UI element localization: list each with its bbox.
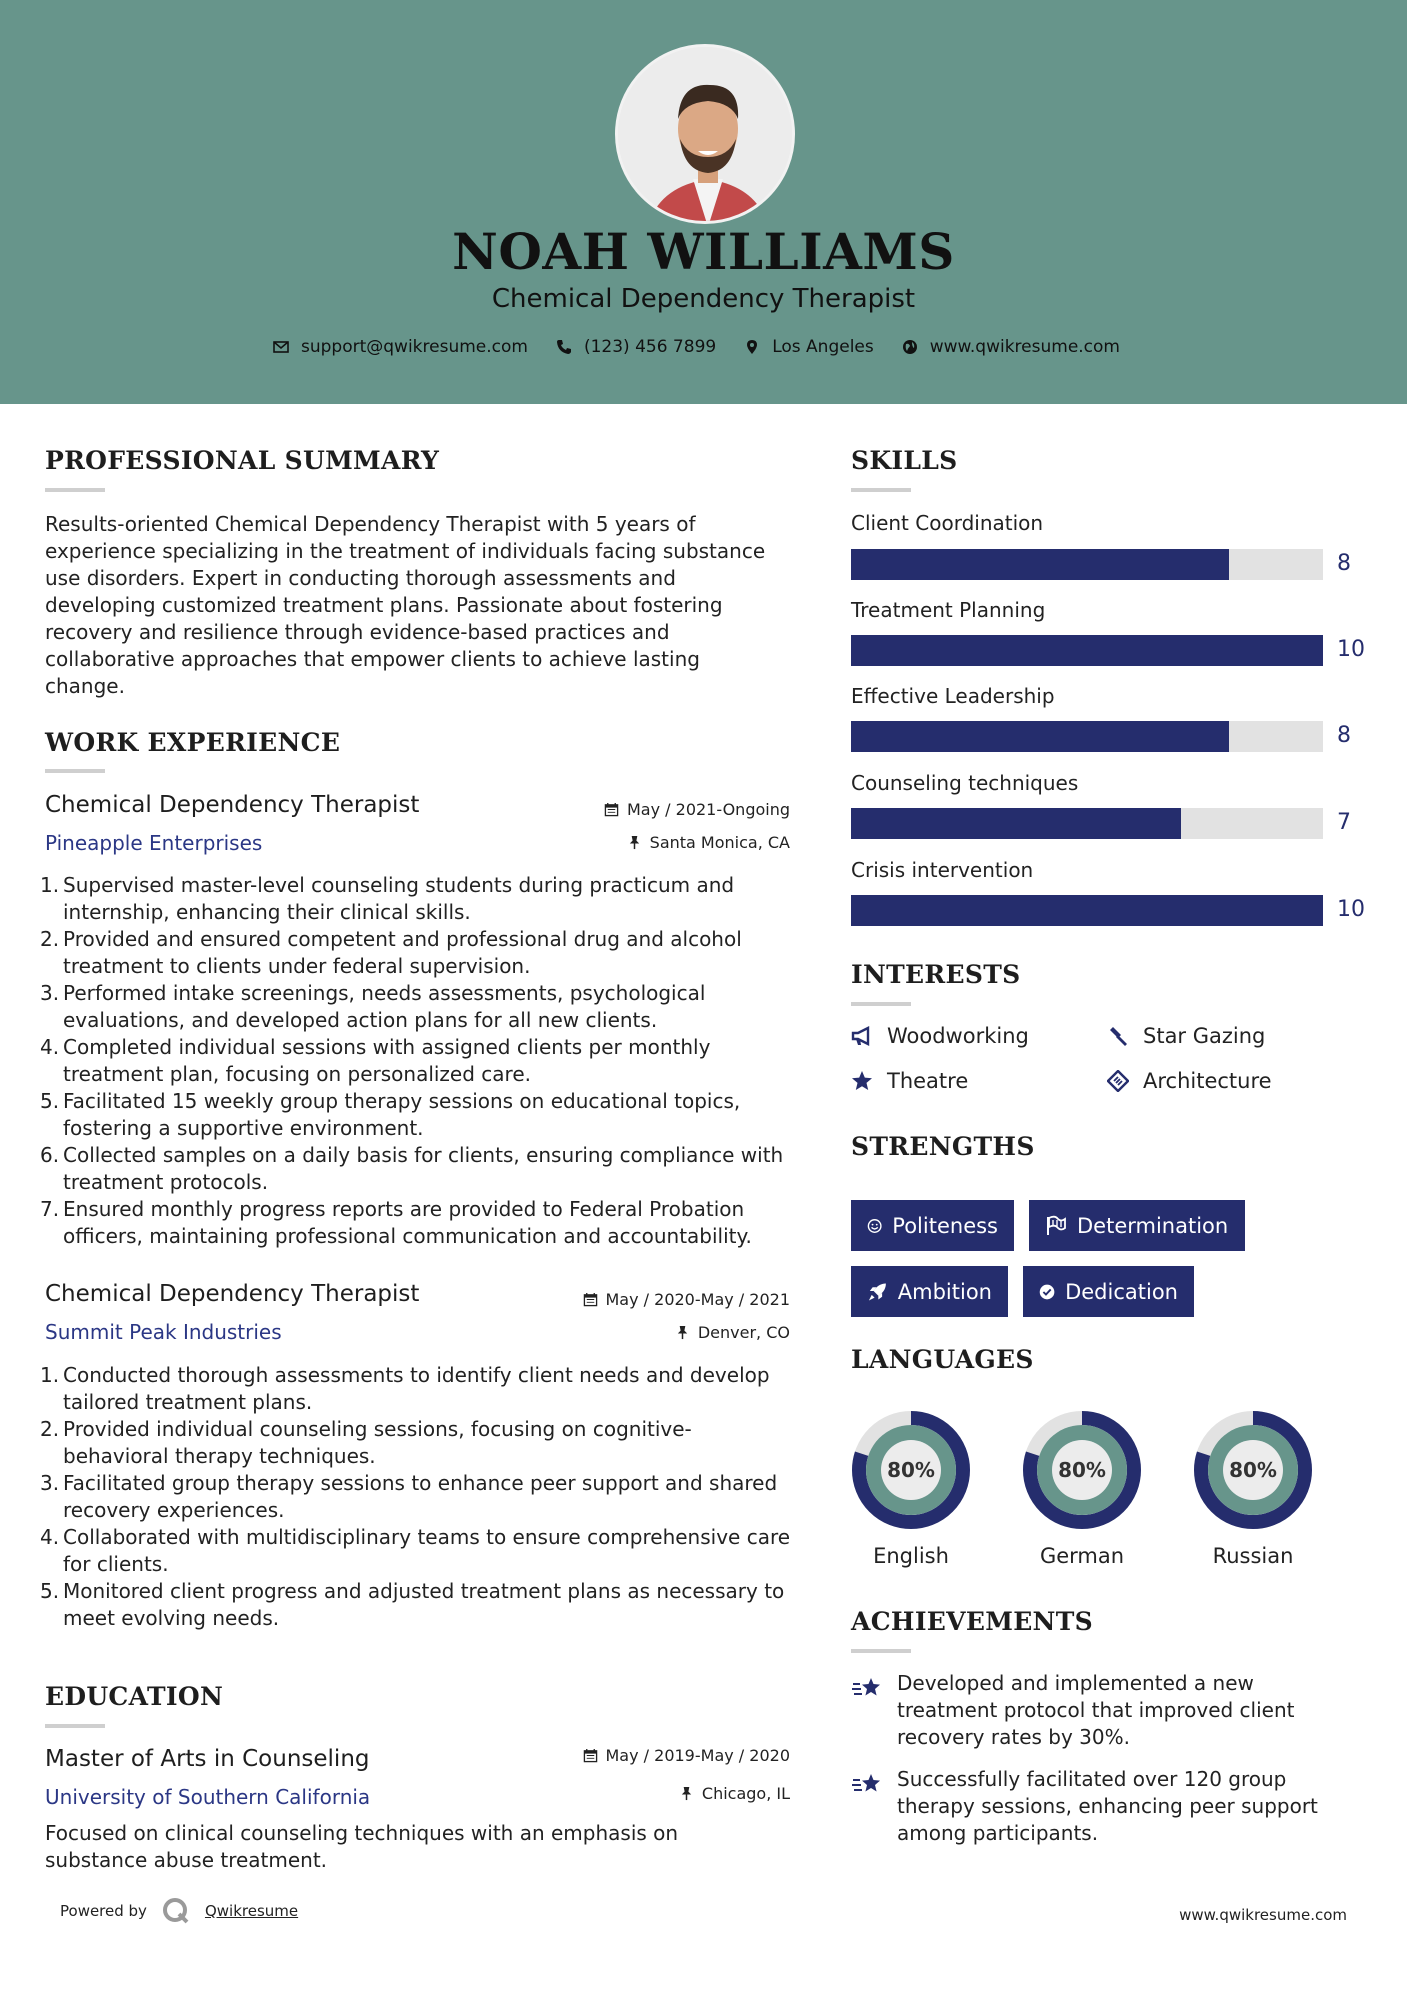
skill-3-bar — [851, 721, 1323, 752]
job-2-duties — [40, 1362, 795, 1632]
strength-label: Determination — [1077, 1213, 1229, 1238]
candidate-title: Chemical Dependency Therapist — [491, 284, 916, 314]
job-1-duties — [40, 872, 795, 1250]
job-2-company: Summit Peak Industries — [45, 1320, 282, 1344]
list-item: 2. Provided individual counseling sessions, focusing on cognitive-behavioral therapy techniques. — [40, 1417, 692, 1468]
candidate-name: NOAH WILLIAMS — [452, 222, 955, 281]
strength-label: Dedication — [1065, 1279, 1178, 1304]
contact-phone-text: (123) 456 7899 — [583, 337, 717, 357]
education-location — [480, 1784, 790, 1803]
megaphone-icon — [851, 1025, 873, 1047]
skill-1-label: Client Coordination — [851, 511, 1044, 535]
list-item: 1. Conducted thorough assessments to identify client needs and develop tailored treatment plans. — [40, 1363, 770, 1414]
skill-2-bar — [851, 635, 1323, 666]
diamond-ruler-icon — [1107, 1070, 1129, 1092]
list-item: 5. Monitored client progress and adjusted treatment plans as necessary to meet evolving needs. — [40, 1579, 785, 1630]
profile-photo — [615, 44, 795, 224]
education-dates-text: May / 2019-May / 2020 — [605, 1746, 790, 1765]
skill-2-value: 10 — [1337, 637, 1365, 662]
strength-determination — [1029, 1200, 1245, 1251]
phone-icon — [556, 339, 572, 355]
job-2-location — [480, 1323, 790, 1342]
rocket-icon — [867, 1281, 888, 1303]
pushpin-icon — [627, 835, 642, 850]
education-underline — [45, 1724, 105, 1728]
job-2-dates — [480, 1290, 790, 1309]
brand-link[interactable]: Qwikresume — [204, 1902, 299, 1920]
list-item: 3. Performed intake screenings, needs assessments, psychological evaluations, and developed action plans for all new clients. — [40, 981, 706, 1032]
skill-3-label: Effective Leadership — [851, 684, 1055, 708]
contact-website[interactable] — [902, 337, 1120, 357]
calendar-icon — [583, 1292, 598, 1307]
education-degree: Master of Arts in Counseling — [45, 1746, 370, 1772]
skill-4-value: 7 — [1337, 810, 1351, 835]
strengths-heading: STRENGTHS — [851, 1132, 1035, 1161]
strength-dedication — [1023, 1266, 1194, 1317]
job-1-title: Chemical Dependency Therapist — [45, 792, 420, 818]
star-icon — [851, 1070, 873, 1092]
skills-heading: SKILLS — [851, 446, 958, 475]
job-2-location-text: Denver, CO — [697, 1323, 790, 1342]
language-name: German — [1039, 1544, 1125, 1568]
education-heading: EDUCATION — [45, 1682, 224, 1711]
contact-bar — [0, 337, 1407, 357]
contact-website-text: www.qwikresume.com — [929, 337, 1120, 357]
education-location-text: Chicago, IL — [701, 1784, 790, 1803]
qwikresume-logo-icon — [161, 1896, 191, 1926]
interest-woodworking — [851, 1024, 1029, 1048]
skill-3-fill — [851, 721, 1229, 752]
achievements-underline — [851, 1649, 911, 1653]
language-ring-english — [850, 1409, 972, 1531]
achievements-heading: ACHIEVEMENTS — [851, 1607, 1093, 1636]
strength-politeness — [851, 1200, 1014, 1251]
skill-1-value: 8 — [1337, 551, 1351, 576]
strength-label: Politeness — [892, 1213, 998, 1238]
experience-heading: WORK EXPERIENCE — [45, 728, 341, 757]
flag-icon — [1045, 1215, 1067, 1237]
skill-3-value: 8 — [1337, 723, 1351, 748]
job-2-title: Chemical Dependency Therapist — [45, 1281, 420, 1307]
summary-text: Results-oriented Chemical Dependency Therapist with 5 years of experience specializing in the treatment of individuals facing substance use disorders. Expert in conducting thorough assessments and developing customized treatment plans. Passionate about fostering recovery and resilience through evidence-based practices and collaborative approaches that empower clients to achieve lasting change. — [45, 512, 766, 698]
language-name: Russian — [1212, 1544, 1294, 1568]
interest-star-gazing — [1107, 1024, 1265, 1048]
list-item: 1. Supervised master-level counseling students during practicum and internship, enhancing their clinical skills. — [40, 873, 735, 924]
list-item: 4. Collaborated with multidisciplinary teams to ensure comprehensive care for clients. — [40, 1525, 791, 1576]
strength-label: Ambition — [897, 1279, 992, 1304]
skill-2-fill — [851, 635, 1323, 666]
language-ring-russian — [1192, 1409, 1314, 1531]
interest-label: Woodworking — [887, 1024, 1029, 1048]
summary-heading: PROFESSIONAL SUMMARY — [45, 446, 440, 475]
list-item: 5. Facilitated 15 weekly group therapy sessions on educational topics, fostering a supportive environment. — [40, 1089, 741, 1140]
contact-email-text: support@qwikresume.com — [301, 337, 528, 357]
list-item: 4. Completed individual sessions with assigned clients per monthly treatment plan, focusing on personalized care. — [40, 1035, 711, 1086]
languages-heading: LANGUAGES — [851, 1345, 1034, 1374]
interests-underline — [851, 1002, 911, 1006]
skills-underline — [851, 488, 911, 492]
skill-4-bar — [851, 808, 1323, 839]
skill-5-label: Crisis intervention — [851, 858, 1034, 882]
language-percent: 80% — [1229, 1458, 1277, 1482]
smile-icon — [867, 1215, 882, 1237]
skill-4-label: Counseling techniques — [851, 771, 1079, 795]
contact-location — [744, 337, 874, 357]
achievement-item-2 — [851, 1766, 1351, 1847]
contact-location-text: Los Angeles — [772, 337, 874, 357]
list-item: 3. Facilitated group therapy sessions to enhance peer support and shared recovery experiences. — [40, 1471, 778, 1522]
skill-5-fill — [851, 895, 1323, 926]
contact-phone[interactable] — [556, 337, 716, 357]
interest-label: Theatre — [887, 1069, 969, 1093]
skill-5-bar — [851, 895, 1323, 926]
language-ring-german — [1021, 1409, 1143, 1531]
map-pin-icon — [744, 339, 760, 355]
job-1-company: Pineapple Enterprises — [45, 831, 263, 855]
envelope-icon — [273, 339, 289, 355]
pushpin-icon — [679, 1786, 694, 1801]
skill-2-label: Treatment Planning — [851, 598, 1046, 622]
shooting-star-icon — [851, 1770, 883, 1800]
education-description: Focused on clinical counseling techniques with an emphasis on substance abuse treatment. — [45, 1821, 679, 1872]
interest-label: Architecture — [1143, 1069, 1272, 1093]
calendar-icon — [583, 1748, 598, 1763]
job-1-dates — [480, 800, 790, 819]
job-1-location-text: Santa Monica, CA — [649, 833, 790, 852]
skill-1-fill — [851, 549, 1229, 580]
job-2-dates-text: May / 2020-May / 2021 — [605, 1290, 790, 1309]
footer-website[interactable]: www.qwikresume.com — [1179, 1906, 1347, 1924]
language-percent: 80% — [887, 1458, 935, 1482]
interest-theatre — [851, 1069, 968, 1093]
language-percent: 80% — [1058, 1458, 1106, 1482]
job-1-location — [480, 833, 790, 852]
list-item: 6. Collected samples on a daily basis for clients, ensuring compliance with treatment protocols. — [40, 1143, 784, 1194]
list-item: 2. Provided and ensured competent and professional drug and alcohol treatment to clients under federal supervision. — [40, 927, 742, 978]
powered-by-label: Powered by — [60, 1902, 147, 1920]
footer-powered-by — [60, 1896, 298, 1926]
contact-email[interactable] — [273, 337, 528, 357]
interests-heading: INTERESTS — [851, 960, 1021, 989]
strength-ambition — [851, 1266, 1008, 1317]
skill-4-fill — [851, 808, 1181, 839]
gavel-icon — [1107, 1025, 1129, 1047]
skill-1-bar — [851, 549, 1323, 580]
achievement-item-1 — [851, 1670, 1351, 1751]
pushpin-icon — [675, 1325, 690, 1340]
education-school: University of Southern California — [45, 1785, 371, 1809]
header-banner — [0, 0, 1407, 404]
education-dates — [480, 1746, 790, 1765]
interest-label: Star Gazing — [1143, 1024, 1266, 1048]
list-item: 7. Ensured monthly progress reports are provided to Federal Probation officers, maintaining professional communication and accountability. — [40, 1197, 752, 1248]
shooting-star-icon — [851, 1674, 883, 1704]
calendar-icon — [604, 802, 619, 817]
job-1-dates-text: May / 2021-Ongoing — [627, 800, 790, 819]
check-circle-icon — [1039, 1281, 1055, 1303]
globe-icon — [902, 339, 918, 355]
summary-underline — [45, 488, 105, 492]
achievement-text: Successfully facilitated over 120 group therapy sessions, enhancing peer support among participants. — [897, 1767, 1318, 1845]
interest-architecture — [1107, 1069, 1272, 1093]
skill-5-value: 10 — [1337, 897, 1365, 922]
achievement-text: Developed and implemented a new treatment protocol that improved client recovery rates by 30%. — [897, 1671, 1295, 1749]
language-name: English — [873, 1544, 949, 1568]
experience-underline — [45, 769, 105, 773]
